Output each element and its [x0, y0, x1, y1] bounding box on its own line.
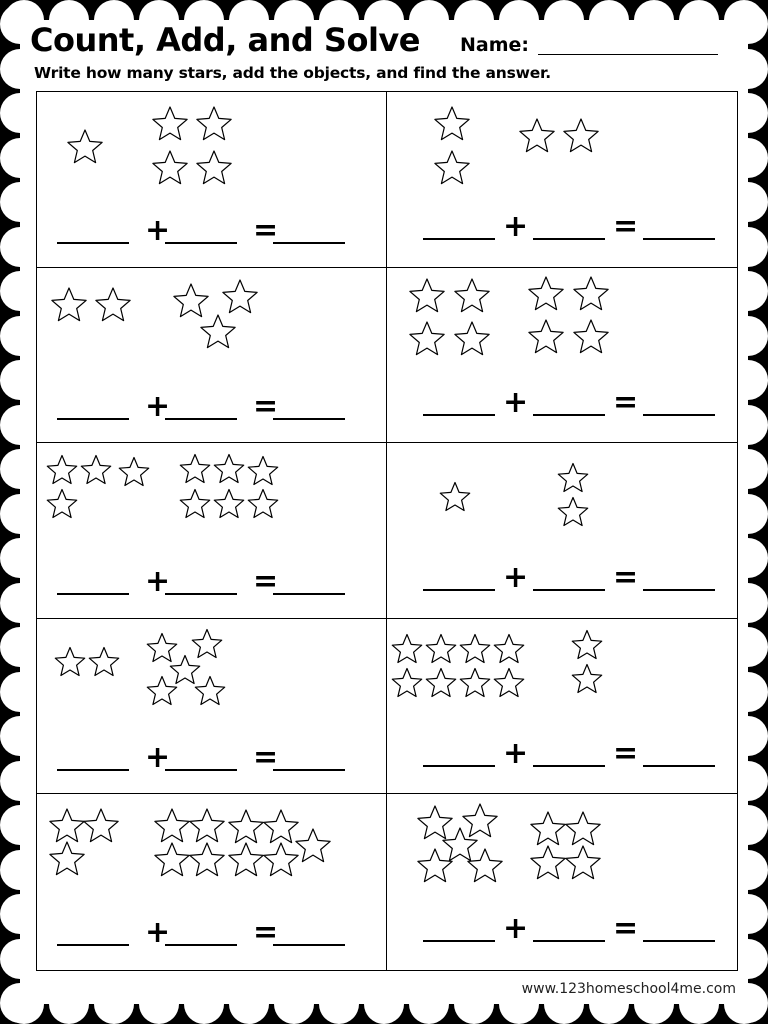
- star-groups: [387, 443, 737, 618]
- star-icon-group-2: [264, 810, 298, 843]
- answer-blank[interactable]: [273, 242, 345, 244]
- star-icon-group-2: [566, 846, 600, 879]
- star-icon-group-2: [248, 457, 277, 485]
- star-icon-group-1: [119, 458, 148, 486]
- first-addend-blank[interactable]: [423, 238, 495, 240]
- first-addend-blank[interactable]: [423, 414, 495, 416]
- star-icon-group-2: [531, 812, 565, 845]
- star-icon-group-2: [248, 490, 277, 518]
- star-icon-group-1: [435, 107, 469, 140]
- star-icon-group-2: [201, 315, 235, 348]
- star-icon-group-2: [155, 809, 189, 842]
- equals-sign: =: [613, 384, 639, 420]
- star-groups: [387, 268, 737, 443]
- problem-cell: [37, 794, 387, 970]
- star-icon-group-2: [180, 490, 209, 518]
- star-icon-group-1: [435, 151, 469, 184]
- star-icon-group-1: [455, 322, 489, 355]
- answer-blank[interactable]: [273, 944, 345, 946]
- star-icon-group-1: [494, 634, 523, 662]
- equals-sign: =: [613, 735, 639, 771]
- instructions: Write how many stars, add the objects, and find the answer.: [34, 64, 551, 82]
- star-icon-group-2: [153, 151, 187, 184]
- plus-sign: +: [503, 384, 529, 420]
- answer-blank[interactable]: [273, 593, 345, 595]
- star-icon-group-2: [174, 284, 208, 317]
- second-addend-blank[interactable]: [165, 944, 237, 946]
- equals-sign: =: [253, 564, 279, 600]
- problem-cell: [37, 443, 387, 619]
- star-icon-group-2: [264, 843, 298, 876]
- star-groups: [37, 268, 386, 443]
- star-icon-group-2: [195, 676, 224, 704]
- plus-sign: +: [145, 388, 171, 424]
- star-icon-group-2: [574, 277, 608, 310]
- problem-cell: [37, 619, 387, 795]
- name-field-line[interactable]: [538, 54, 718, 55]
- star-icon-group-1: [410, 279, 444, 312]
- first-addend-blank[interactable]: [57, 769, 129, 771]
- equals-sign: =: [613, 911, 639, 947]
- first-addend-blank[interactable]: [57, 593, 129, 595]
- star-icon-group-1: [96, 288, 130, 321]
- star-icon-group-2: [520, 119, 554, 152]
- star-icon-group-2: [564, 119, 598, 152]
- problem-cell: [37, 92, 387, 268]
- star-icon-group-2: [229, 810, 263, 843]
- star-icon-group-1: [494, 668, 523, 696]
- star-groups: [37, 443, 386, 618]
- equals-sign: =: [253, 915, 279, 951]
- star-icon-group-2: [147, 676, 176, 704]
- star-icon-group-2: [190, 843, 224, 876]
- answer-blank[interactable]: [643, 940, 715, 942]
- star-icon-group-2: [180, 455, 209, 483]
- second-addend-blank[interactable]: [533, 414, 605, 416]
- star-icon-group-2: [572, 664, 601, 692]
- footer-url: www.123homeschool4me.com: [521, 981, 736, 997]
- star-icon-group-1: [418, 806, 452, 839]
- second-addend-blank[interactable]: [165, 242, 237, 244]
- star-icon-group-1: [468, 849, 502, 882]
- star-icon-group-2: [223, 280, 257, 313]
- first-addend-blank[interactable]: [423, 940, 495, 942]
- star-groups: [387, 619, 737, 794]
- equals-sign: =: [253, 739, 279, 775]
- plus-sign: +: [503, 911, 529, 947]
- answer-blank[interactable]: [643, 589, 715, 591]
- second-addend-blank[interactable]: [533, 940, 605, 942]
- star-icon-group-2: [574, 320, 608, 353]
- star-icon-group-2: [170, 655, 199, 683]
- second-addend-blank[interactable]: [165, 769, 237, 771]
- equals-sign: =: [253, 213, 279, 248]
- worksheet-sheet: [20, 20, 748, 1004]
- star-icon-group-1: [47, 456, 76, 484]
- star-icon-group-2: [214, 455, 243, 483]
- second-addend-blank[interactable]: [533, 589, 605, 591]
- star-icon-group-2: [529, 277, 563, 310]
- name-label: Name:: [460, 34, 530, 56]
- answer-blank[interactable]: [273, 418, 345, 420]
- star-icon-group-1: [426, 668, 455, 696]
- equals-sign: =: [613, 209, 639, 244]
- star-icon-group-1: [392, 668, 421, 696]
- plus-sign: +: [145, 564, 171, 600]
- star-groups: [387, 794, 737, 970]
- star-icon-group-1: [463, 804, 497, 837]
- star-icon-group-1: [460, 634, 489, 662]
- first-addend-blank[interactable]: [57, 418, 129, 420]
- second-addend-blank[interactable]: [533, 765, 605, 767]
- plus-sign: +: [145, 739, 171, 775]
- plus-sign: +: [145, 213, 171, 248]
- star-icon-group-2: [192, 629, 221, 657]
- answer-blank[interactable]: [643, 238, 715, 240]
- star-icon-group-2: [529, 320, 563, 353]
- second-addend-blank[interactable]: [165, 418, 237, 420]
- star-icon-group-2: [197, 107, 231, 140]
- star-icon-group-1: [89, 647, 118, 675]
- first-addend-blank[interactable]: [423, 765, 495, 767]
- second-addend-blank[interactable]: [533, 238, 605, 240]
- star-groups: [37, 619, 386, 794]
- problem-cell: [37, 268, 387, 444]
- star-groups: [387, 92, 737, 267]
- star-icon-group-2: [531, 846, 565, 879]
- first-addend-blank[interactable]: [423, 589, 495, 591]
- star-icon-group-1: [47, 490, 76, 518]
- first-addend-blank[interactable]: [57, 944, 129, 946]
- star-icon-group-1: [455, 279, 489, 312]
- star-icon-group-1: [55, 647, 84, 675]
- star-icon-group-1: [426, 634, 455, 662]
- problem-cell: [387, 794, 737, 970]
- star-icon-group-2: [197, 151, 231, 184]
- star-icon-group-1: [81, 456, 110, 484]
- star-icon-group-2: [558, 498, 587, 526]
- star-icon-group-1: [418, 849, 452, 882]
- problem-cell: [387, 443, 737, 619]
- problem-cell: [387, 619, 737, 795]
- star-icon-group-2: [572, 630, 601, 658]
- equals-sign: =: [253, 388, 279, 424]
- star-icon-group-2: [296, 829, 330, 862]
- star-icon-group-1: [440, 483, 469, 511]
- star-icon-group-2: [153, 107, 187, 140]
- answer-blank[interactable]: [643, 765, 715, 767]
- star-icon-group-2: [558, 464, 587, 492]
- star-groups: [37, 92, 386, 267]
- problem-cell: [387, 92, 737, 268]
- star-icon-group-1: [410, 322, 444, 355]
- plus-sign: +: [503, 209, 529, 244]
- star-icon-group-1: [84, 809, 118, 842]
- star-icon-group-2: [566, 812, 600, 845]
- star-icon-group-2: [214, 490, 243, 518]
- star-icon-group-1: [50, 842, 84, 875]
- star-icon-group-2: [155, 843, 189, 876]
- second-addend-blank[interactable]: [165, 593, 237, 595]
- problem-grid: [36, 91, 738, 971]
- plus-sign: +: [503, 735, 529, 771]
- star-icon-group-2: [190, 809, 224, 842]
- problem-cell: [387, 268, 737, 444]
- star-icon-group-2: [229, 843, 263, 876]
- plus-sign: +: [503, 560, 529, 596]
- plus-sign: +: [145, 915, 171, 951]
- star-icon-group-1: [392, 634, 421, 662]
- answer-blank[interactable]: [273, 769, 345, 771]
- star-icon-group-1: [52, 288, 86, 321]
- star-icon-group-1: [68, 130, 102, 163]
- star-icon-group-1: [50, 809, 84, 842]
- equals-sign: =: [613, 560, 639, 596]
- star-icon-group-2: [147, 633, 176, 661]
- answer-blank[interactable]: [643, 414, 715, 416]
- star-icon-group-1: [460, 668, 489, 696]
- first-addend-blank[interactable]: [57, 242, 129, 244]
- page-title: Count, Add, and Solve: [30, 21, 420, 59]
